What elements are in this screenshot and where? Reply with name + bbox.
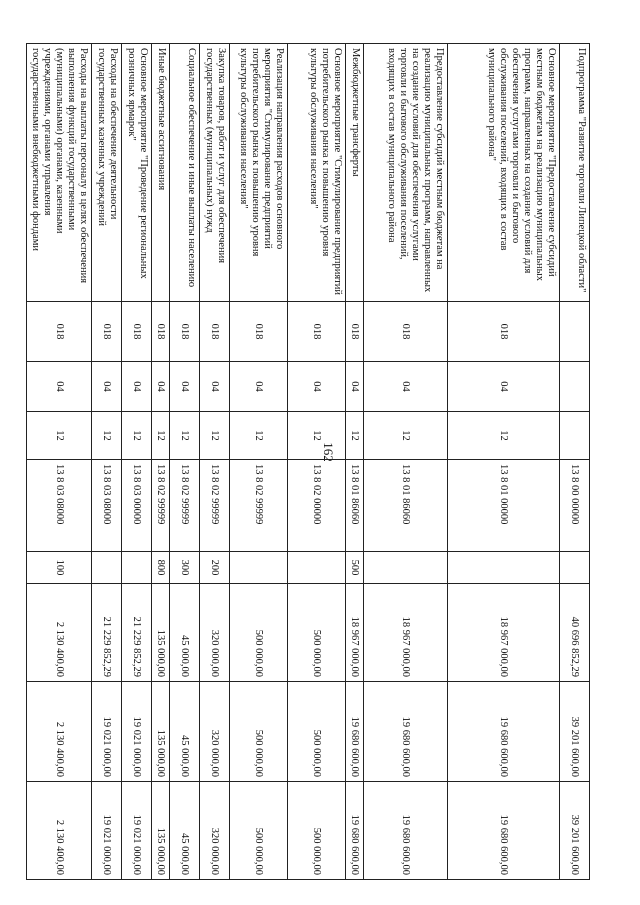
cell-vr	[288, 552, 346, 584]
cell-vr	[230, 552, 288, 584]
cell-sum1: 45 000,00	[170, 584, 200, 682]
table-row	[27, 44, 92, 880]
cell-csr: 13 8 01 86060	[364, 460, 448, 552]
cell-grbs: 018	[200, 302, 230, 362]
table-row	[122, 44, 152, 880]
cell-sum3: 500 000,00	[230, 782, 288, 880]
cell-grbs: 018	[230, 302, 288, 362]
cell-csr: 13 8 01 00000	[448, 460, 560, 552]
cell-sum2: 135 000,00	[152, 682, 170, 782]
cell-grbs: 018	[27, 302, 92, 362]
table-row	[560, 44, 590, 880]
table-row	[200, 44, 230, 880]
cell-vr	[92, 552, 122, 584]
cell-sum2: 19 680 600,00	[364, 682, 448, 782]
cell-sum1: 320 000,00	[200, 584, 230, 682]
cell-pr: 12	[346, 412, 364, 460]
cell-vr: 100	[27, 552, 92, 584]
cell-sum1: 18 967 000,00	[448, 584, 560, 682]
table-row	[448, 44, 560, 880]
cell-sum3: 320 000,00	[200, 782, 230, 880]
budget-table-container	[30, 43, 590, 879]
cell-pr: 12	[92, 412, 122, 460]
cell-sum3: 39 201 600,00	[560, 782, 590, 880]
cell-rz: 04	[170, 362, 200, 412]
cell-grbs: 018	[346, 302, 364, 362]
cell-pr: 12	[27, 412, 92, 460]
cell-vr: 300	[170, 552, 200, 584]
table-row	[288, 44, 346, 880]
cell-rz: 04	[122, 362, 152, 412]
cell-name: Межбюджетные трансферты	[346, 44, 364, 302]
cell-name: Закупка товаров, работ и услуг для обеспечения государственных (муниципальных) нужд	[200, 44, 230, 302]
cell-csr: 13 8 02 00000	[288, 460, 346, 552]
cell-csr: 13 8 03 08000	[92, 460, 122, 552]
cell-vr: 800	[152, 552, 170, 584]
cell-rz: 04	[288, 362, 346, 412]
cell-pr	[560, 412, 590, 460]
cell-sum2: 2 130 400,00	[27, 682, 92, 782]
cell-vr: 200	[200, 552, 230, 584]
cell-sum3: 19 680 600,00	[364, 782, 448, 880]
cell-sum3: 45 000,00	[170, 782, 200, 880]
cell-sum3: 19 680 600,00	[448, 782, 560, 880]
table-row	[364, 44, 448, 880]
cell-sum2: 19 680 600,00	[346, 682, 364, 782]
cell-csr: 13 8 02 99999	[170, 460, 200, 552]
cell-sum2: 19 021 000,00	[92, 682, 122, 782]
cell-grbs: 018	[152, 302, 170, 362]
cell-name: Реализация направления расходов основного мероприятия "Стимулирование предприятий потребительского рынка к повышению уровня культуры обслуживания населения"	[230, 44, 288, 302]
cell-sum1: 500 000,00	[230, 584, 288, 682]
cell-sum3: 2 130 400,00	[27, 782, 92, 880]
cell-name: Расходы на обеспечение деятельности государственных казенных учреждений	[92, 44, 122, 302]
cell-rz: 04	[200, 362, 230, 412]
cell-vr	[560, 552, 590, 584]
cell-vr	[122, 552, 152, 584]
cell-sum1: 21 229 852,29	[122, 584, 152, 682]
table-row	[92, 44, 122, 880]
cell-sum1: 2 130 400,00	[27, 584, 92, 682]
cell-grbs: 018	[364, 302, 448, 362]
table-row	[230, 44, 288, 880]
cell-sum1: 18 967 000,00	[364, 584, 448, 682]
cell-sum3: 19 021 000,00	[122, 782, 152, 880]
cell-csr: 13 8 03 00000	[122, 460, 152, 552]
cell-name: Основное мероприятие "Предоставление субсидий местным бюджетам на реализацию муниципальных программ, направленных на создание условий для обеспечения услугами торговли и бытового обслуживания поселений, входящих в состав муниципального района"	[448, 44, 560, 302]
cell-grbs	[560, 302, 590, 362]
cell-pr: 12	[200, 412, 230, 460]
cell-pr: 12	[364, 412, 448, 460]
cell-sum1: 21 229 852,29	[92, 584, 122, 682]
cell-name: Иные бюджетные ассигнования	[152, 44, 170, 302]
cell-name: Подпрограмма "Развитие торговли Липецкой области"	[560, 44, 590, 302]
cell-pr: 12	[170, 412, 200, 460]
cell-pr: 12	[152, 412, 170, 460]
cell-vr	[448, 552, 560, 584]
cell-csr: 13 8 02 99999	[152, 460, 170, 552]
cell-rz: 04	[230, 362, 288, 412]
table-row	[346, 44, 364, 880]
cell-sum2: 39 201 600,00	[560, 682, 590, 782]
cell-rz: 04	[346, 362, 364, 412]
cell-sum1: 135 000,00	[152, 584, 170, 682]
cell-csr: 13 8 01 86060	[346, 460, 364, 552]
cell-sum1: 18 967 000,00	[346, 584, 364, 682]
cell-sum2: 500 000,00	[288, 682, 346, 782]
table-row	[152, 44, 170, 880]
cell-vr: 500	[346, 552, 364, 584]
cell-sum2: 500 000,00	[230, 682, 288, 782]
cell-grbs: 018	[92, 302, 122, 362]
cell-pr: 12	[122, 412, 152, 460]
cell-sum3: 500 000,00	[288, 782, 346, 880]
cell-csr: 13 8 02 99999	[230, 460, 288, 552]
budget-table	[26, 43, 590, 880]
table-row	[170, 44, 200, 880]
cell-name: Расходы на выплаты персоналу в целях обеспечения выполнения функций государственными (муниципальными) органами, казенными учреждениями, органами управления государственными внебюджетными фондами	[27, 44, 92, 302]
cell-rz: 04	[448, 362, 560, 412]
cell-sum2: 320 000,00	[200, 682, 230, 782]
cell-sum1: 500 000,00	[288, 584, 346, 682]
cell-grbs: 018	[170, 302, 200, 362]
cell-name: Социальное обеспечение и иные выплаты населению	[170, 44, 200, 302]
cell-rz: 04	[364, 362, 448, 412]
cell-csr: 13 8 02 99999	[200, 460, 230, 552]
cell-sum1: 40 696 852,29	[560, 584, 590, 682]
cell-pr: 12	[288, 412, 346, 460]
cell-grbs: 018	[288, 302, 346, 362]
cell-sum3: 19 021 000,00	[92, 782, 122, 880]
cell-name: Предоставление субсидий местным бюджетам на реализацию муниципальных программ, направленных на создание условий для обеспечения услугами торговли и бытового обслуживания поселений, входящих в состав муниципального района	[364, 44, 448, 302]
cell-sum3: 135 000,00	[152, 782, 170, 880]
cell-sum2: 19 021 000,00	[122, 682, 152, 782]
page-number: 162	[321, 442, 336, 462]
cell-name: Основное мероприятие "Стимулирование предприятий потребительского рынка к повышению уровня культуры обслуживания населения"	[288, 44, 346, 302]
cell-csr: 13 8 03 08000	[27, 460, 92, 552]
cell-rz: 04	[92, 362, 122, 412]
cell-grbs: 018	[448, 302, 560, 362]
cell-sum2: 19 680 600,00	[448, 682, 560, 782]
cell-csr: 13 8 00 00000	[560, 460, 590, 552]
cell-grbs: 018	[122, 302, 152, 362]
cell-vr	[364, 552, 448, 584]
cell-name: Основное мероприятие "Проведение региональных розничных ярмарок"	[122, 44, 152, 302]
cell-sum3: 19 680 600,00	[346, 782, 364, 880]
cell-pr: 12	[230, 412, 288, 460]
cell-pr: 12	[448, 412, 560, 460]
cell-sum2: 45 000,00	[170, 682, 200, 782]
cell-rz	[560, 362, 590, 412]
cell-rz: 04	[152, 362, 170, 412]
cell-rz: 04	[27, 362, 92, 412]
